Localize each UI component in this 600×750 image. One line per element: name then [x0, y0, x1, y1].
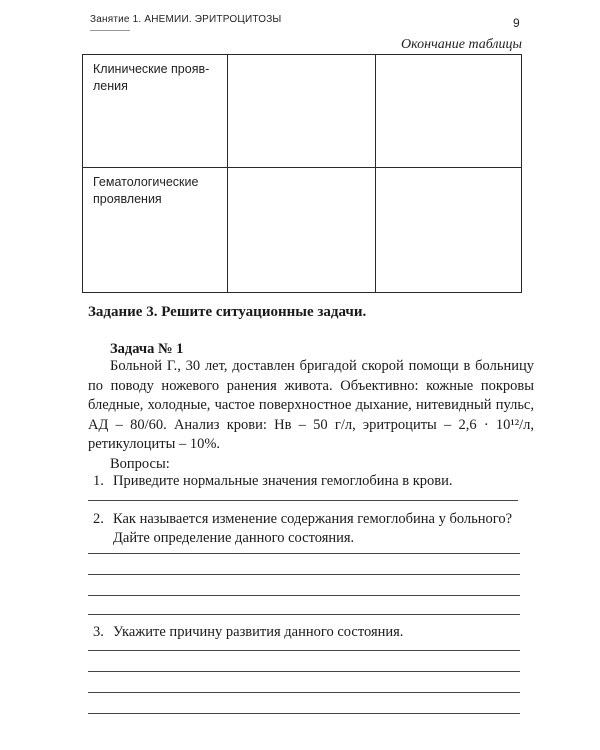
- answer-cell[interactable]: [228, 55, 376, 168]
- question-text-continued: Дайте определение данного состояния.: [113, 530, 355, 546]
- question-text: Как называется изменение содержания гемоглобина у больного?: [113, 511, 513, 527]
- problem-text: [88, 357, 534, 455]
- answer-table: [82, 54, 522, 293]
- answer-cell[interactable]: [228, 168, 376, 293]
- answer-line[interactable]: [88, 595, 520, 596]
- answer-line[interactable]: [88, 713, 520, 714]
- table-row: [83, 55, 522, 168]
- problem-title: Задача № 1: [110, 341, 184, 357]
- answer-line[interactable]: [88, 671, 520, 672]
- question-2: [93, 510, 533, 548]
- answer-line[interactable]: [88, 692, 520, 693]
- row-label-hematological: Гематологические проявления: [83, 168, 228, 293]
- running-header: Занятие 1. АНЕМИИ. ЭРИТРОЦИТОЗЫ: [90, 14, 282, 25]
- answer-line[interactable]: [88, 553, 520, 554]
- header-rule: [90, 30, 130, 31]
- question-3: [93, 623, 403, 642]
- row-label-clinical: Клинические прояв- ления: [83, 55, 228, 168]
- answer-cell[interactable]: [376, 55, 522, 168]
- page-number: 9: [513, 16, 520, 30]
- questions-label: Вопросы:: [110, 456, 170, 472]
- answer-line[interactable]: [88, 614, 520, 615]
- table-continuation-label: Окончание таблицы: [401, 37, 522, 52]
- task-title: Задание 3. Решите ситуационные задачи.: [88, 304, 367, 320]
- question-number: 1.: [93, 473, 104, 489]
- question-number: 2.: [93, 511, 104, 527]
- answer-line[interactable]: [88, 574, 520, 575]
- answer-line[interactable]: [88, 500, 518, 501]
- answer-cell[interactable]: [376, 168, 522, 293]
- table-row: [83, 168, 522, 293]
- answer-line[interactable]: [88, 650, 520, 651]
- problem-body: Больной Г., 30 лет, доставлен бригадой скорой помощи в больницу по поводу ножевого ранения живота. Объективно: кожные покровы бледные, холодные, частое поверхностное дыхание, нитевидный пульс, АД – 80/60. Анализ крови: Нв – 50 г/л, эритроциты – 2,6 · 10¹²/л, ретикулоциты – 10%.: [88, 358, 534, 452]
- question-text: Укажите причину развития данного состояния.: [113, 624, 404, 640]
- question-number: 3.: [93, 624, 104, 640]
- question-text: Приведите нормальные значения гемоглобина в крови.: [113, 473, 453, 489]
- question-1: [93, 472, 453, 491]
